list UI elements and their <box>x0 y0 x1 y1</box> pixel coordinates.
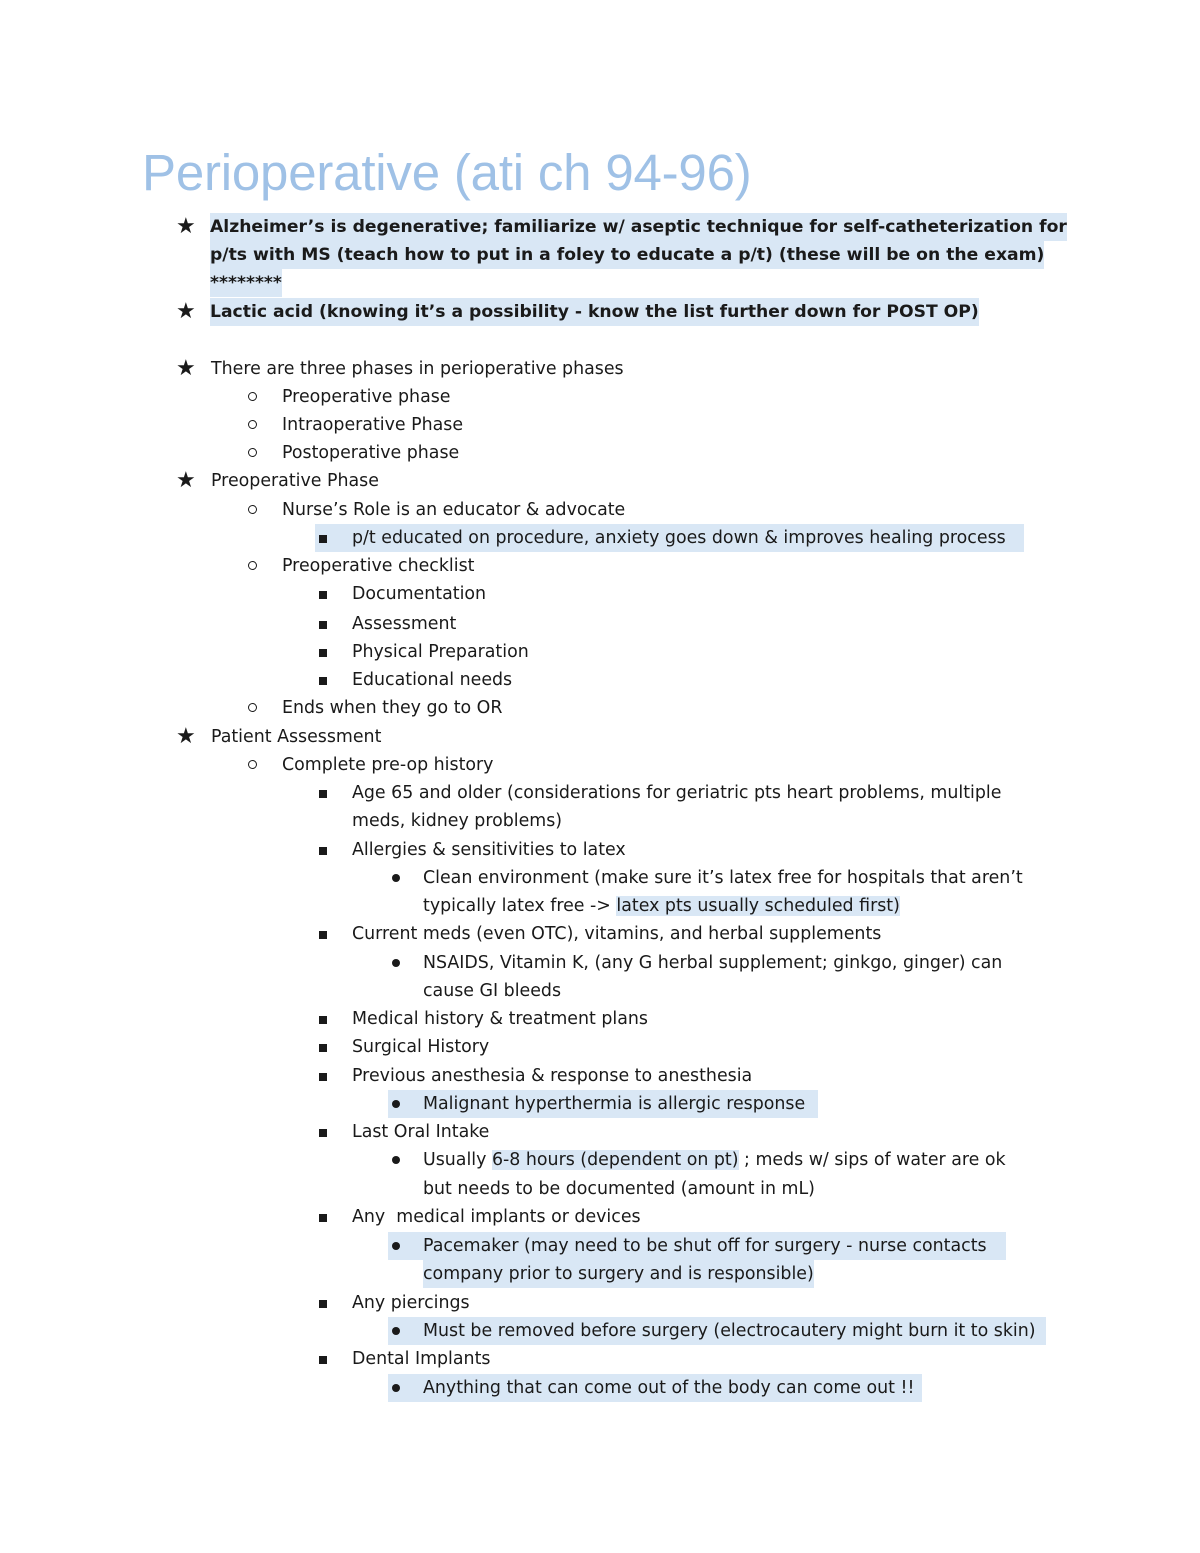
list-item <box>388 1090 818 1118</box>
list-item-text: Physical Preparation <box>352 642 529 662</box>
square-bullet-icon <box>319 621 327 629</box>
dot-bullet-icon <box>392 1100 400 1108</box>
list-item-text: Previous anesthesia & response to anesthesia <box>352 1066 753 1086</box>
list-item-text: Patient Assessment <box>211 727 382 747</box>
list-item-text: Current meds (even OTC), vitamins, and herbal supplements <box>352 924 882 944</box>
dot-bullet-icon <box>392 1156 400 1164</box>
circle-bullet-icon <box>248 420 257 429</box>
dot-bullet-icon <box>392 959 400 967</box>
list-item-text: Clean environment (make sure it’s latex free for hospitals that aren’t <box>423 868 1023 888</box>
star-bullet-icon: ★ <box>176 299 196 324</box>
list-item-text: Usually 6-8 hours (dependent on pt) ; meds w/ sips of water are ok <box>423 1150 1006 1170</box>
circle-bullet-icon <box>248 392 257 401</box>
star-bullet-icon: ★ <box>176 724 196 749</box>
list-item-text: Surgical History <box>352 1037 490 1057</box>
list-item-text: Preoperative phase <box>282 387 451 407</box>
list-item-text: Age 65 and older (considerations for geriatric pts heart problems, multiple <box>352 783 1002 803</box>
dot-bullet-icon <box>392 1384 400 1392</box>
list-item-text: Lactic acid (knowing it’s a possibility - know the list further down for POST OP) <box>210 298 979 326</box>
list-item-text: Allergies & sensitivities to latex <box>352 840 626 860</box>
list-item-text: Medical history & treatment plans <box>352 1009 648 1029</box>
page-title: Perioperative (ati ch 94-96) <box>142 144 752 201</box>
dot-bullet-icon <box>392 874 400 882</box>
list-item-text: meds, kidney problems) <box>352 811 563 831</box>
list-item-text: Malignant hyperthermia is allergic response <box>423 1094 806 1114</box>
list-item-text: Documentation <box>352 584 487 604</box>
circle-bullet-icon <box>248 760 257 769</box>
list-item-text: Last Oral Intake <box>352 1122 490 1142</box>
square-bullet-icon <box>319 790 327 798</box>
square-bullet-icon <box>319 1044 327 1052</box>
list-item-text: typically latex free -> latex pts usually scheduled first) <box>423 896 900 916</box>
list-item <box>388 1232 1006 1260</box>
circle-bullet-icon <box>248 703 257 712</box>
list-item-text: Educational needs <box>352 670 513 690</box>
square-bullet-icon <box>319 931 327 939</box>
list-item-text: Nurse’s Role is an educator & advocate <box>282 500 626 520</box>
star-bullet-icon: ★ <box>176 214 196 239</box>
square-bullet-icon <box>319 535 327 543</box>
list-item-text: Intraoperative Phase <box>282 415 464 435</box>
list-item-text: p/t educated on procedure, anxiety goes down & improves healing process <box>352 528 1006 548</box>
list-item-text: Ends when they go to OR <box>282 698 503 718</box>
list-item-text: Preoperative checklist <box>282 556 475 576</box>
list-item-text: Any piercings <box>352 1293 470 1313</box>
list-item-text: but needs to be documented (amount in mL) <box>423 1179 815 1199</box>
list-item <box>388 1374 922 1402</box>
list-item-text: p/ts with MS (teach how to put in a foley to educate a p/t) (these will be on the exam) <box>210 241 1044 269</box>
list-item-text: Dental Implants <box>352 1349 491 1369</box>
square-bullet-icon <box>319 649 327 657</box>
list-item <box>315 524 1024 552</box>
square-bullet-icon <box>319 591 327 599</box>
square-bullet-icon <box>319 677 327 685</box>
square-bullet-icon <box>319 1214 327 1222</box>
square-bullet-icon <box>319 1356 327 1364</box>
circle-bullet-icon <box>248 505 257 514</box>
list-item-text: Postoperative phase <box>282 443 460 463</box>
square-bullet-icon <box>319 847 327 855</box>
list-item-text: NSAIDS, Vitamin K, (any G herbal supplement; ginkgo, ginger) can <box>423 953 1003 973</box>
list-item-text: There are three phases in perioperative phases <box>211 359 624 379</box>
square-bullet-icon <box>319 1129 327 1137</box>
square-bullet-icon <box>319 1073 327 1081</box>
circle-bullet-icon <box>248 561 257 570</box>
list-item-text: Pacemaker (may need to be shut off for surgery - nurse contacts <box>423 1236 987 1256</box>
list-item-text: Assessment <box>352 614 457 634</box>
list-item-text: Must be removed before surgery (electrocautery might burn it to skin) <box>423 1321 1036 1341</box>
list-item-text: Preoperative Phase <box>211 471 379 491</box>
dot-bullet-icon <box>392 1327 400 1335</box>
list-item-text: ******** <box>210 269 282 297</box>
star-bullet-icon: ★ <box>176 468 196 493</box>
list-item-text: cause GI bleeds <box>423 981 562 1001</box>
square-bullet-icon <box>319 1300 327 1308</box>
dot-bullet-icon <box>392 1242 400 1250</box>
list-item-text: company prior to surgery and is responsible) <box>423 1260 814 1288</box>
list-item-text: Anything that can come out of the body can come out !! <box>423 1378 915 1398</box>
list-item-text: Complete pre-op history <box>282 755 494 775</box>
list-item <box>388 1317 1046 1345</box>
list-item-text: Any medical implants or devices <box>352 1207 641 1227</box>
list-item-text: Alzheimer’s is degenerative; familiarize w/ aseptic technique for self-catheterization for <box>210 213 1067 241</box>
square-bullet-icon <box>319 1016 327 1024</box>
star-bullet-icon: ★ <box>176 356 196 381</box>
circle-bullet-icon <box>248 448 257 457</box>
